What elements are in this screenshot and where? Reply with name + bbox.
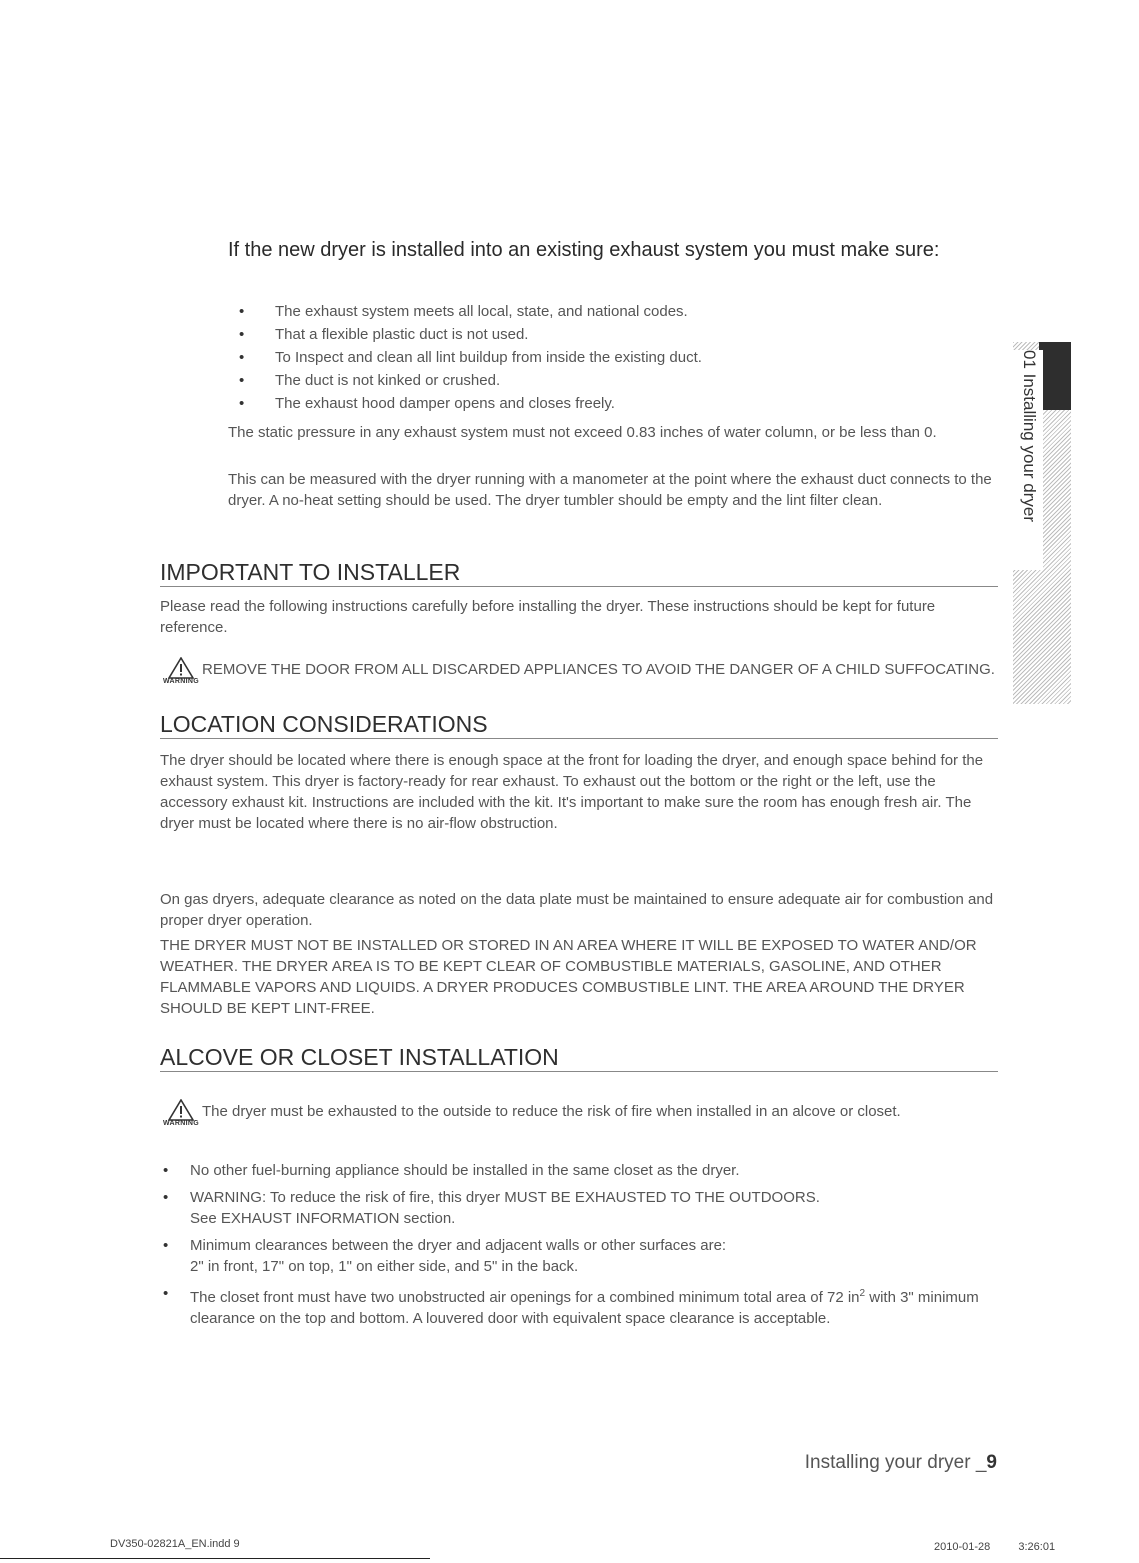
list-item [160,1235,998,1277]
alcove-bullet-list [160,1160,998,1335]
warning-text-door: REMOVE THE DOOR FROM ALL DISCARDED APPLIANCES TO AVOID THE DANGER OF A CHILD SUFFOCATING. [202,661,995,678]
section-title-alcove: ALCOVE OR CLOSET INSTALLATION [160,1043,998,1072]
intro-bullet-list [239,300,999,415]
location-paragraph-1: The dryer should be located where there is enough space at the front for loading the dryer, and enough space behind for the exhaust system. This dryer is factory-ready for rear exhaust. To exhaust out the bottom or the right or the left, use the accessory exhaust kit. Instructions are included with the kit. It's important to make sure the room has enough fresh air. The dryer must be located where there is no air-flow obstruction. [160,752,984,832]
list-item-text: See EXHAUST INFORMATION section. [190,1210,456,1227]
page-number: 9 [986,1452,997,1473]
warning-icon [160,1099,202,1135]
section-title-location: LOCATION CONSIDERATIONS [160,710,998,739]
list-item [160,1187,998,1229]
list-item-text: Minimum clearances between the dryer and adjacent walls or other surfaces are: [190,1237,727,1254]
intro-heading: If the new dryer is installed into an existing exhaust system you must make sure: [228,239,940,261]
chapter-side-tab-label: 01 Installing your dryer [1013,350,1043,570]
list-item-text: with 3" minimum clearance on the top and bottom. A louvered door with equivalent space clearance is acceptable. [190,1289,979,1327]
list-item-text: WARNING: To reduce the risk of fire, this dryer MUST BE EXHAUSTED TO THE OUTDOORS. [190,1189,820,1206]
list-item: • To Inspect and clean all lint buildup from inside the existing duct. [239,346,999,369]
footer-timestamp: 2010-01-28 3:26:01 [934,1541,1056,1553]
chapter-tab-marker [1039,342,1071,410]
list-item-text: No other fuel-burning appliance should be installed in the same closet as the dryer. [190,1162,740,1179]
footer-page-label: Installing your dryer _ [804,1452,987,1473]
section-title-important: IMPORTANT TO INSTALLER [160,558,998,587]
footer-file-name: DV350-02821A_EN.indd 9 [110,1538,240,1550]
list-item [160,1283,998,1329]
footer-rule [0,1558,430,1559]
important-paragraph: Please read the following instructions carefully before installing the dryer. These instructions should be kept for future reference. [160,598,936,636]
list-item: • The exhaust system meets all local, state, and national codes. [239,300,999,323]
list-item-text: 2" in front, 17" on top, 1" on either side, and 5" in the back. [190,1258,579,1275]
list-item: • The duct is not kinked or crushed. [239,369,999,392]
list-item [160,1160,998,1181]
location-paragraph-2: On gas dryers, adequate clearance as noted on the data plate must be maintained to ensure adequate air for combustion and proper dryer operation. [160,891,994,929]
warning-label: WARNING [163,1120,199,1127]
list-item: • That a flexible plastic duct is not used. [239,323,999,346]
static-pressure-paragraph: The static pressure in any exhaust system must not exceed 0.83 inches of water column, or be less than 0. [228,424,937,441]
page-footer [805,1452,997,1474]
location-paragraph-3: THE DRYER MUST NOT BE INSTALLED OR STORED IN AN AREA WHERE IT WILL BE EXPOSED TO WATER AND/OR WEATHER. THE DRYER AREA IS TO BE KEPT CLEAR OF COMBUSTIBLE MATERIALS, GASOLINE, AND OTHER FLAMMABLE VAPORS AND LIQUIDS. A DRYER PRODUCES COMBUSTIBLE LINT. THE AREA AROUND THE DRYER SHOULD BE KEPT LINT-FREE. [160,937,977,1017]
warning-label: WARNING [163,678,199,685]
warning-text-alcove: The dryer must be exhausted to the outside to reduce the risk of fire when installed in an alcove or closet. [202,1103,901,1120]
list-item-text: The closet front must have two unobstructed air openings for a combined minimum total area of 72 in [190,1289,860,1306]
superscript: 2 [859,1288,866,1299]
list-item: • The exhaust hood damper opens and closes freely. [239,392,999,415]
warning-icon [160,657,202,693]
manometer-paragraph: This can be measured with the dryer running with a manometer at the point where the exhaust duct connects to the dryer. A no-heat setting should be used. The dryer tumbler should be empty and the lint filter clean. [228,471,992,509]
